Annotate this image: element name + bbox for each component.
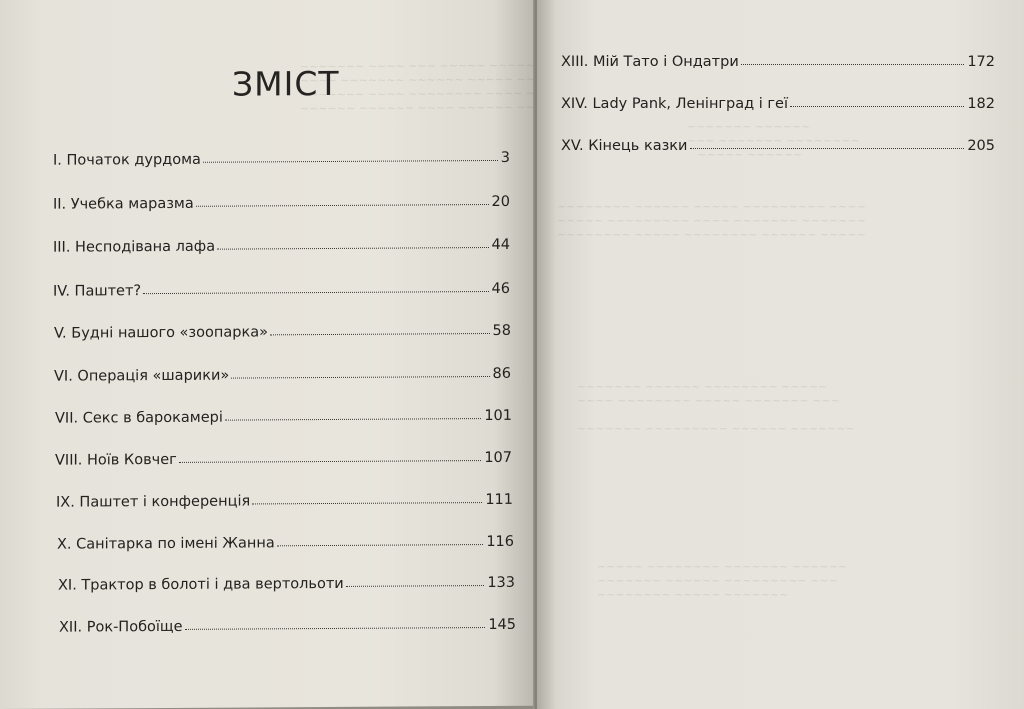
page-title: ЗМІСТ <box>232 63 340 104</box>
bleed-through-text: ~~~~~~~ ~~~~~~ ~~~~~~~~ ~~~~~ ~~~~ ~~~~~~~~ ~~~~~ ~~~~~~~ ~~~ ~~~~~~~ ~~~~~~~~~ ~~~~~~ ~~~~~~~ <box>577 380 855 435</box>
bleed-through-text: ~~~~~~~~ ~~~~~~ ~~~~~ ~~~~~~~~~ ~~~~ ~~~~~ ~~~~~~~~~ ~~~~ ~~~~~~~ ~~~~~~~ ~~~~~~~~ ~~~~~ ~~~~~~~~ ~~~~~~ ~~~~~ <box>557 200 866 241</box>
toc-entry-label: XIII. Мій Тато і Ондатри <box>561 54 739 70</box>
toc-page-number: 205 <box>967 138 995 154</box>
toc-entry-label: ІІ. Учебка маразма <box>53 195 194 213</box>
toc-page-number: 116 <box>486 533 514 551</box>
toc-page-number: 44 <box>491 236 510 253</box>
toc-page-number: 101 <box>484 407 512 425</box>
toc-entry-7 <box>55 408 512 427</box>
toc-page-number: 46 <box>491 280 510 297</box>
toc-page-number: 107 <box>484 449 512 467</box>
toc-entry-label: VII. Секс в барокамері <box>55 409 223 427</box>
toc-entry-12 <box>59 617 516 636</box>
toc-entry-4 <box>53 281 510 300</box>
toc-page-number: 133 <box>487 574 515 592</box>
dot-leader <box>196 204 489 207</box>
dot-leader <box>203 160 498 163</box>
bleed-through-text: ~~~~~ ~~~~~~~~ ~~~~~~~ ~~~~~~ ~~~~~~~ ~~~~~~ ~~~~~~~~~ ~~~ ~~~~~~~~ ~~~~~ ~~~~~~~ <box>597 560 848 601</box>
toc-entry-1 <box>53 150 510 169</box>
toc-page-number: 172 <box>967 54 995 70</box>
toc-entry-6 <box>54 366 511 385</box>
dot-leader <box>277 544 484 546</box>
toc-page-number: 3 <box>500 149 510 166</box>
right-page <box>537 0 1024 709</box>
dot-leader <box>741 64 965 65</box>
toc-entry-label: VIII. Ноїв Ковчег <box>55 451 177 469</box>
toc-page-number: 20 <box>491 193 510 210</box>
toc-entry-label: IV. Паштет? <box>53 283 142 300</box>
toc-page-number: 182 <box>967 96 995 112</box>
toc-entry-8 <box>55 450 512 469</box>
dot-leader <box>231 376 489 379</box>
dot-leader <box>252 502 482 504</box>
toc-entry-3 <box>53 237 510 256</box>
toc-entry-label: VI. Операція «шарики» <box>54 367 230 385</box>
dot-leader <box>270 333 490 335</box>
toc-page-number: 145 <box>488 616 516 634</box>
toc-entry-14 <box>561 96 995 112</box>
toc-entry-label: XV. Кінець казки <box>561 138 688 154</box>
toc-page-number: 111 <box>485 491 513 509</box>
dot-leader <box>690 148 965 149</box>
toc-entry-11 <box>58 575 515 594</box>
toc-entry-label: XII. Рок-Побоїще <box>59 618 183 636</box>
dot-leader <box>225 418 481 421</box>
bleed-through-text: ~~~~~~~ ~~~~ ~~~ ~~~~~ ~~~~~~~~ ~~~~ ~~~~~~~ ~~~~~~ ~~~~~ ~~~~~~~ ~~~~ ~~~~~~~~ ~~~~ ~~~~~~ ~~~~~~ ~~~~ ~~~~~~ <box>300 58 563 116</box>
dot-leader <box>346 585 485 587</box>
dot-leader <box>790 106 964 107</box>
toc-entry-label: ІІІ. Несподівана лафа <box>53 238 216 256</box>
dot-leader <box>185 627 486 630</box>
toc-entry-label: V. Будні нашого «зоопарка» <box>54 324 268 342</box>
bleed-through-text: ~~~~~~~ ~~~~~~ ~~~ ~~~~~~~ ~~~~~~~~ ~~~~~ ~~~~~~ <box>687 120 860 161</box>
toc-page-number: 86 <box>492 365 511 382</box>
toc-entry-5 <box>54 323 511 342</box>
dot-leader <box>179 460 482 463</box>
toc-page-number: 58 <box>492 322 511 339</box>
toc-entry-label: XI. Трактор в болоті і два вертольоти <box>58 575 344 594</box>
toc-entry-label: XIV. Lady Pank, Ленінград і геї <box>561 96 788 112</box>
toc-entry-label: X. Санітарка по імені Жанна <box>57 535 275 553</box>
dot-leader <box>217 247 488 250</box>
toc-entry-10 <box>57 534 514 553</box>
toc-entry-15 <box>561 138 995 154</box>
toc-entry-2 <box>53 194 510 213</box>
dot-leader <box>143 291 488 294</box>
toc-entry-label: IX. Паштет і конференція <box>56 493 251 511</box>
toc-entry-9 <box>56 492 513 511</box>
toc-entry-13 <box>561 54 995 70</box>
toc-entry-label: І. Початок дурдома <box>53 151 201 169</box>
